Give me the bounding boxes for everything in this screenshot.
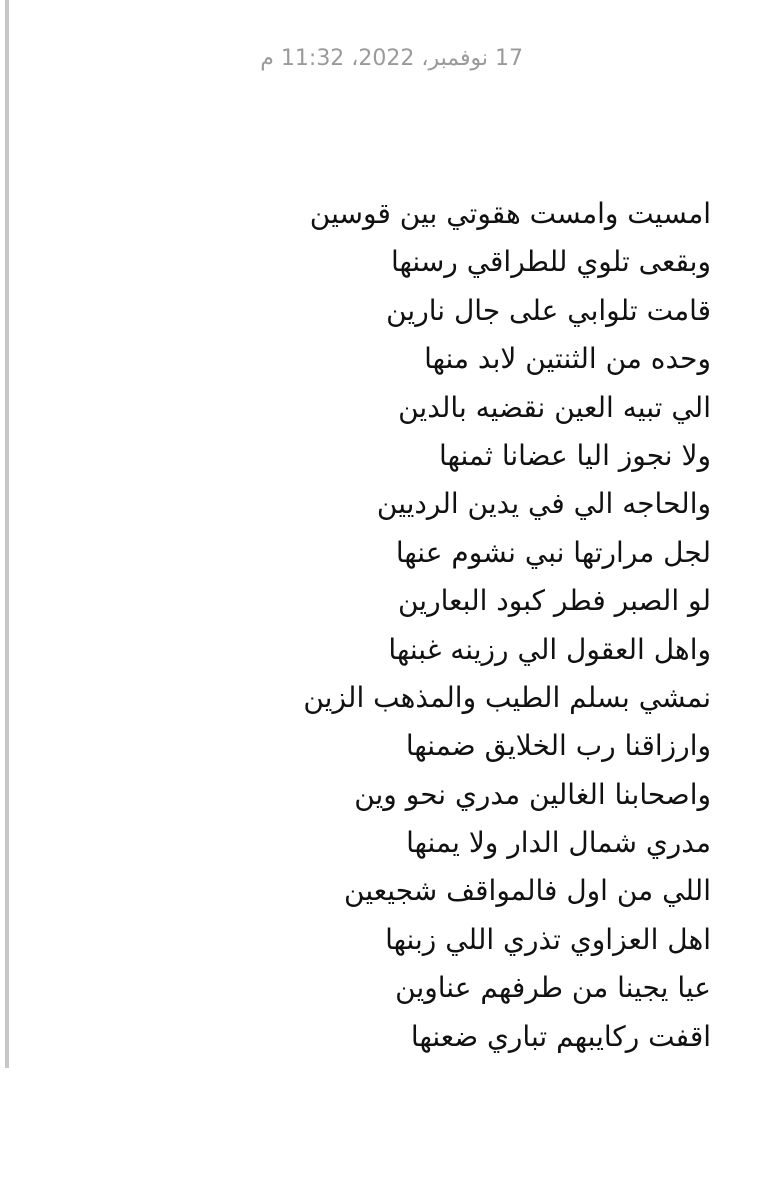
poem-line: اقفت ركايبهم تباري ضعنها [410, 1019, 711, 1053]
poem-line: لو الصبر فطر كبود البعارين [397, 584, 711, 618]
poem-line: نمشي بسلم الطيب والمذهب الزين [303, 680, 711, 714]
left-border-rule [5, 0, 9, 1068]
poem-line: قامت تلوابي على جال نارين [386, 293, 711, 327]
poem-line: وحده من الثنتين لابد منها [424, 342, 711, 376]
poem-line: اللي من اول فالمواقف شجيعين [344, 874, 711, 908]
poem-line: لجل مرارتها نبي نشوم عنها [395, 535, 711, 569]
poem-line: ولا نجوز اليا عضانا ثمنها [439, 438, 711, 472]
poem-line: اهل العزاوي تذري اللي زبنها [385, 922, 711, 956]
poem-line: والحاجه الي في يدين الرديين [376, 487, 711, 521]
poem-line: وبقعى تلوي للطراقي رسنها [390, 245, 711, 279]
poem-line: امسيت وامست هقوتي بين قوسين [309, 197, 711, 230]
poem-line: واصحابنا الغالين مدري نحو وين [354, 777, 711, 811]
note-body[interactable] [71, 190, 711, 1061]
poem-line: عيا يجينا من طرفهم عناوين [395, 971, 711, 1005]
poem-line: وارزاقنا رب الخلايق ضمنها [405, 729, 711, 763]
poem-line: مدري شمال الدار ولا يمنها [406, 826, 711, 860]
note-timestamp: 17 نوفمبر، 2022، 11:32 م [260, 46, 523, 71]
poem-line: واهل العقول الي رزينه غبنها [388, 632, 711, 666]
poem-line: الي تبيه العين نقضيه بالدين [398, 390, 711, 424]
